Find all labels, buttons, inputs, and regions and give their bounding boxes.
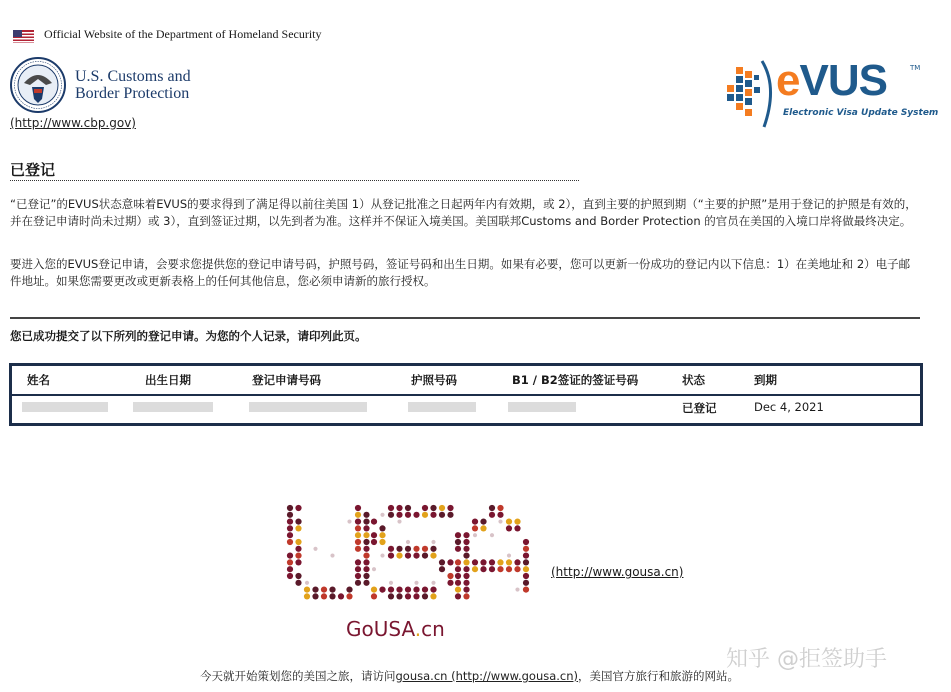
footer-prefix: 今天就开始策划您的美国之旅，请访问 [200,669,396,683]
gousa-logo-dot [489,512,495,518]
gousa-logo-dot [329,593,335,599]
gousa-brand-main: GoUSA [346,617,415,641]
gousa-logo-dot [329,587,335,593]
access-info-paragraph: 要进入您的EVUS登记申请，会要求您提供您的登记申请号码，护照号码，签证号码和出生日期。如果有必要，您可以更新一份成功的登记内以下信息：1）在美地址和 2）电子邮件地址。如果您需要更改或更新表格上的任何其他信息，您必须申请新的旅行授权。 [10,257,911,288]
gousa-logo-dot [447,580,453,586]
gousa-logo-dot [430,553,436,559]
evus-tagline: Electronic Visa Update System [783,108,939,118]
evus-logo-wordmark [776,56,887,106]
header-name: 姓名 [27,373,50,387]
gousa-logo-dot [295,559,301,565]
evus-trademark: TM [910,64,921,72]
gousa-logo-dot [439,566,445,572]
page-title: 已登记 [10,161,56,179]
gousa-logo-dot [422,553,428,559]
gousa-logo-dot [388,512,394,518]
gousa-logo-dot [447,505,453,511]
gousa-logo-dot [422,512,428,518]
gousa-logo-dot [347,520,351,524]
header-passport-number: 护照号码 [411,373,457,387]
gousa-logo-dot [523,573,529,579]
gousa-logo-dot [405,553,411,559]
gousa-logo-dot [463,539,469,545]
gousa-logo-dot [430,505,436,511]
gousa-logo-dot [371,539,377,545]
gousa-logo-dot [472,525,478,531]
redacted-visa-number [508,402,576,412]
gousa-logo-dot [447,512,453,518]
gousa-logo-dot [455,573,461,579]
gousa-logo-dot [405,593,411,599]
gousa-logo-dot [287,525,293,531]
gousa-logo-dot [497,505,503,511]
gousa-logo-dot [497,559,503,565]
gousa-logo-dot [295,519,301,525]
cbp-logo-text [75,68,191,102]
gousa-logo-dot [372,567,376,571]
gousa-logo-dot [295,580,301,586]
gousa-logo-dot [413,587,419,593]
gousa-logo-dot [480,559,486,565]
footer-suffix: ，美国官方旅行和旅游的网站。 [578,669,740,683]
gousa-logo-dot [463,532,469,538]
gousa-logo-dot [523,539,529,545]
gousa-logo-dot [455,532,461,538]
gousa-logo-dot [430,593,436,599]
gousa-logo-dot [422,587,428,593]
header-visa-number: B1 / B2签证的签证号码 [512,373,639,387]
gousa-logo-dot [447,559,453,565]
gousa-logo-dot [313,547,317,551]
gousa-logo-dot [287,532,293,538]
gousa-logo-dot [455,587,461,593]
gousa-logo-dot [305,581,309,585]
gousa-logo-dot [338,593,344,599]
gousa-logo-dot [463,593,469,599]
gousa-logo-dot [413,546,419,552]
gousa-logo-dot [480,519,486,525]
gousa-logo-dot [287,512,293,518]
gousa-logo-dot [371,587,377,593]
gousa-logo-dot [287,566,293,572]
gousa-logo-dot [363,580,369,586]
gousa-logo-dot [397,520,401,524]
gousa-logo-dot [523,580,529,586]
dhs-seal-icon [10,57,66,113]
gousa-logo-dot [455,539,461,545]
gousa-logo-dot [295,525,301,531]
gousa-logo-dot [355,519,361,525]
gousa-logo-dot [295,553,301,559]
gousa-logo-dot [363,553,369,559]
gousa-logo-dot [355,559,361,565]
gousa-logo-dot [346,587,352,593]
gousa-logo-dot [312,587,318,593]
evus-logo-vus: VUS [799,56,887,105]
gousa-logo-dot [379,525,385,531]
gousa-logo-dot [431,540,435,544]
gousa-logo-dot [379,532,385,538]
gousa-logo-dot [413,553,419,559]
evus-logo-mark-icon [722,57,777,131]
gousa-logo-dot [463,580,469,586]
evus-logo-e: e [776,56,800,105]
enrollment-table [9,363,923,426]
gousa-logo-dot [439,559,445,565]
status-value: 已登记 [682,401,717,415]
gousa-logo-dot [472,559,478,565]
table-header-row [12,366,920,396]
submission-note: 您已成功提交了以下所列的登记申请。为您的个人记录，请印列此页。 [10,329,367,343]
gousa-logo-dot [304,587,310,593]
gousa-logo-dot [455,580,461,586]
gousa-logo-dot [447,573,453,579]
gousa-logo-dot [363,573,369,579]
gousa-logo-dot [463,559,469,565]
gousa-logo-dot [380,513,384,517]
gousa-logo-dot [396,553,402,559]
redacted-application-number [249,402,367,412]
gousa-logo-dot [463,553,469,559]
gousa-logo-dot [287,539,293,545]
gousa-brand-tld: cn [421,617,445,641]
gousa-logo-dot [355,525,361,531]
gousa-logo-dot [330,554,334,558]
cbp-name-line1: U.S. Customs and [75,68,191,85]
gousa-logo-dot [463,546,469,552]
gousa-logo-dot [396,593,402,599]
gousa-logo-dot [380,554,384,558]
gousa-logo-dot [406,540,410,544]
cbp-name-line2: Border Protection [75,85,190,102]
gousa-logo-dot [439,505,445,511]
redacted-dob [133,402,213,412]
gousa-logo-dot [431,581,435,585]
gousa-logo-dot [287,505,293,511]
gousa-logo-dot [463,573,469,579]
gousa-logo-dot [287,573,293,579]
gousa-logo-dot [489,559,495,565]
gousa-logo-dot [506,519,512,525]
gousa-logo-dot [355,505,361,511]
gousa-logo-dot [321,587,327,593]
gousa-logo-dot [497,566,503,572]
gousa-logo-dot [355,539,361,545]
gousa-logo-dot [388,546,394,552]
expiry-value: Dec 4, 2021 [754,400,824,414]
gousa-logo-dot [405,587,411,593]
header-status: 状态 [682,373,705,387]
gousa-logo-dot [355,532,361,538]
official-website-text: Official Website of the Department of Homeland Security [44,27,322,41]
gousa-logo-dot [388,593,394,599]
gousa-logo-dot [379,539,385,545]
gousa-logo-dot [388,587,394,593]
gousa-logo-dot [295,539,301,545]
gousa-logo-dot [523,566,529,572]
gousa-logo-dot [321,593,327,599]
zhihu-watermark: 知乎 @拒签助手 [726,647,887,672]
gousa-logo-dot [490,533,494,537]
header-expiry: 到期 [754,373,777,387]
footer-gousa-link[interactable]: gousa.cn (http://www.gousa.cn) [395,669,579,683]
gousa-logo-dot [287,519,293,525]
gousa-logo-dot [507,554,511,558]
gousa-logo-dot [363,532,369,538]
gousa-logo-dot [355,512,361,518]
title-divider [10,180,579,181]
gousa-dot-logo [280,504,530,604]
gousa-logo-dot [514,519,520,525]
gousa-logo-dot [422,505,428,511]
gousa-logo-dot [295,546,301,552]
section-divider [10,317,920,319]
redacted-passport-number [408,402,476,412]
gousa-logo-dot [388,553,394,559]
gousa-logo-dot [287,553,293,559]
gousa-logo-dot [396,512,402,518]
gousa-url-link[interactable]: (http://www.gousa.cn) [551,565,684,579]
gousa-logo-dot [379,587,385,593]
gousa-logo-dot [413,593,419,599]
gousa-logo-dot [363,519,369,525]
gousa-logo-dot [439,512,445,518]
gousa-logo-dot [455,559,461,565]
gousa-logo-dot [514,559,520,565]
footer-text [200,668,739,684]
gousa-logo-dot [304,593,310,599]
us-flag-icon [13,30,34,43]
gousa-logo-dot [498,520,502,524]
gousa-logo-dot [371,593,377,599]
gousa-logo-dot [473,533,477,537]
gousa-logo-dot [506,566,512,572]
gousa-logo-dot [355,566,361,572]
gousa-logo-dot [396,505,402,511]
gousa-wordmark [346,617,445,641]
gousa-logo-dot [480,566,486,572]
gousa-logo-dot [514,566,520,572]
gousa-logo-dot [506,525,512,531]
gousa-logo-dot [346,593,352,599]
gousa-logo-dot [355,573,361,579]
gousa-logo-dot [371,519,377,525]
gousa-logo-dot [355,580,361,586]
gousa-logo-dot [396,587,402,593]
gousa-logo-dot [413,512,419,518]
gousa-logo-dot [312,593,318,599]
gousa-logo-dot [363,546,369,552]
gousa-logo-dot [363,566,369,572]
header-dob: 出生日期 [145,373,191,387]
gousa-logo-dot [489,505,495,511]
gousa-logo-dot [405,512,411,518]
gousa-logo-dot [455,546,461,552]
gousa-logo-dot [295,573,301,579]
gousa-logo-dot [463,566,469,572]
gousa-logo-dot [363,525,369,531]
gousa-logo-dot [388,505,394,511]
gousa-logo-dot [422,593,428,599]
gousa-logo-dot [497,512,503,518]
gousa-logo-dot [295,505,301,511]
gousa-logo-dot [506,559,512,565]
gousa-logo-dot [463,587,469,593]
header-application-number: 登记申请号码 [252,373,321,387]
gousa-logo-dot [489,566,495,572]
redacted-name [22,402,108,412]
gousa-logo-dot [515,588,519,592]
gousa-logo-dot [472,566,478,572]
gousa-logo-dot [287,559,293,565]
status-explanation-paragraph: “已登记”的EVUS状态意味着EVUS的要求得到了满足得以前往美国 1）从登记批准之日起两年内有效期，或 2），直到主要的护照到期（“主要的护照”是用于登记的护照是有效的，并在登记申请时尚未过期）或 3），直到签证过期，以先到者为准。这样并不保证入境美国。美国联邦Customs and Border Protection 的官员在美国的入境口岸将做最终决定。 [10,197,917,228]
gousa-logo-dot [405,505,411,511]
gousa-logo-dot [472,519,478,525]
gousa-brand-dot: . [414,617,422,641]
gousa-logo-dot [523,559,529,565]
gousa-logo-dot [422,546,428,552]
gousa-logo-dot [523,587,529,593]
gousa-logo-dot [355,546,361,552]
gousa-logo-dot [371,532,377,538]
gousa-logo-dot [414,581,418,585]
gousa-logo-dot [405,546,411,552]
gousa-logo-dot [430,512,436,518]
gousa-logo-dot [455,593,461,599]
gousa-logo-dot [480,525,486,531]
gousa-logo-dot [514,525,520,531]
gousa-logo-dot [430,587,436,593]
gousa-logo-dot [363,539,369,545]
gousa-logo-dot [523,546,529,552]
gousa-logo-dot [389,581,393,585]
gousa-logo-dot [363,559,369,565]
gousa-logo-dot [363,512,369,518]
gousa-logo-dot [455,566,461,572]
gousa-logo-dot [430,546,436,552]
gousa-logo-dot [396,546,402,552]
gousa-logo-dot [523,553,529,559]
cbp-url-link[interactable]: (http://www.cbp.gov) [10,116,136,130]
